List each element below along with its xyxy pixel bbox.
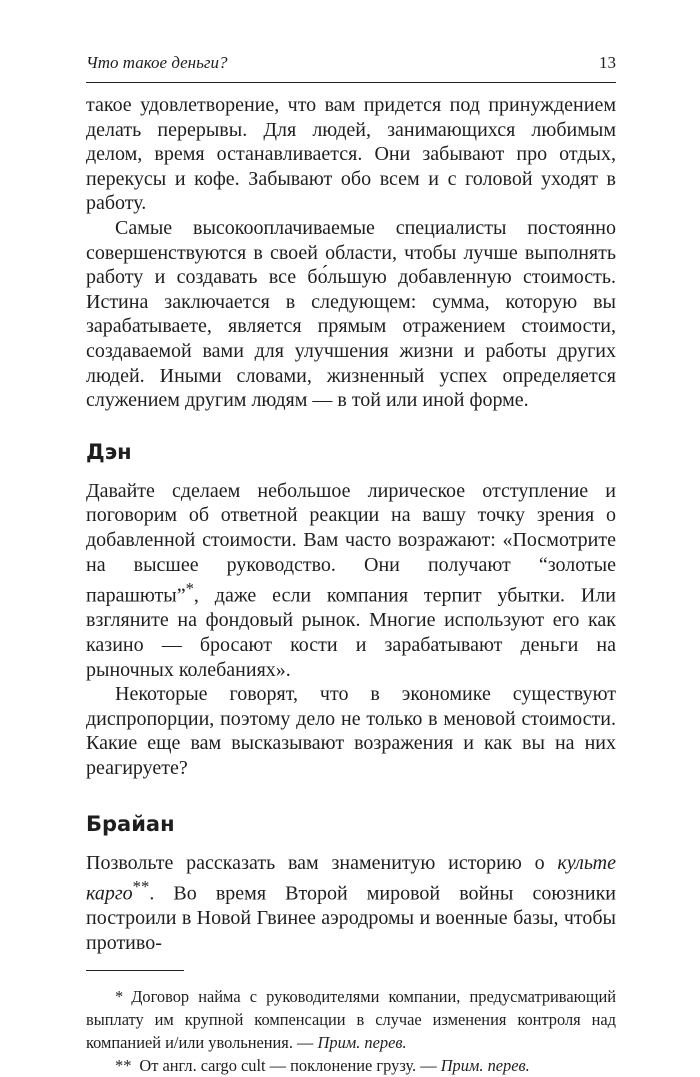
italic-term: культе карго	[86, 851, 616, 905]
paragraph-text: Позвольте рассказать вам знаменитую историю о	[86, 851, 558, 874]
footnote-text: От англ. cargo cult — поклонение грузу. —	[139, 1055, 441, 1075]
paragraph-text: Давайте сделаем небольшое лирическое отступление и поговорим об ответной реакции на вашу точку зрения о добавленной стоимости. Вам часто возражают: «Посмотрите на высшее руководство. Они получают “золотые парашюты”	[86, 479, 616, 607]
paragraph-text: , даже если компания терпит убытки. Или взгляните на фондовый рынок. Многие используют его как казино — бросают кости и зарабатывают деньги на рыночных колебаниях».	[86, 584, 616, 681]
footnote-note: Прим. перев.	[440, 1055, 530, 1075]
main-text	[86, 93, 616, 956]
page-number: 13	[599, 53, 616, 72]
paragraph: Самые высокооплачиваемые специалисты постоянно совершенствуются в своей области, чтобы лучше выполнять работу и создавать все бо́льшую добавленную стоимость. Истина заключается в следующем: сумма, которую вы зарабатываете, является прямым отражением стоимости, создаваемой вами для улучшения жизни и работы других людей. Иными словами, жизненный успех определяется служением другим людям — в той или иной форме.	[86, 216, 616, 412]
footnote-ref-1: *	[185, 579, 194, 599]
book-page	[86, 52, 616, 1077]
section-heading-dan: Дэн	[86, 439, 132, 464]
paragraph-text: . Во время Второй мировой войны союзники построили в Новой Гвинее аэродромы и военные базы, чтобы противо-	[86, 882, 616, 954]
paragraph	[86, 851, 616, 956]
footnotes	[86, 985, 616, 1077]
footnote-ref-2: **	[132, 877, 150, 897]
footnote-text: Договор найма с руководителями компании, предусматривающий выплату им крупной компенсации в случае изменения контроля над компанией и/или увольнения. —	[86, 986, 616, 1052]
footnote	[86, 1054, 616, 1077]
paragraph: такое удовлетворение, что вам придется под принуждением делать перерывы. Для людей, занимающихся любимым делом, время останавливается. Они забывают про отдых, перекусы и кофе. Забывают обо всем и с головой уходят в работу.	[86, 94, 616, 215]
footnote	[86, 985, 616, 1054]
running-header	[86, 52, 616, 83]
footnote-mark: **	[115, 1055, 132, 1075]
paragraph	[86, 479, 616, 682]
section-heading-brian: Брайан	[86, 811, 175, 836]
chapter-title: Что такое деньги?	[86, 53, 228, 72]
footnote-mark: *	[115, 986, 124, 1006]
paragraph: Некоторые говорят, что в экономике существуют диспропорции, поэтому дело не только в меновой стоимости. Какие еще вам высказывают возражения и как вы на них реагируете?	[86, 683, 616, 779]
footnote-note: Прим. перев.	[317, 1032, 407, 1052]
footnote-separator	[86, 970, 184, 971]
